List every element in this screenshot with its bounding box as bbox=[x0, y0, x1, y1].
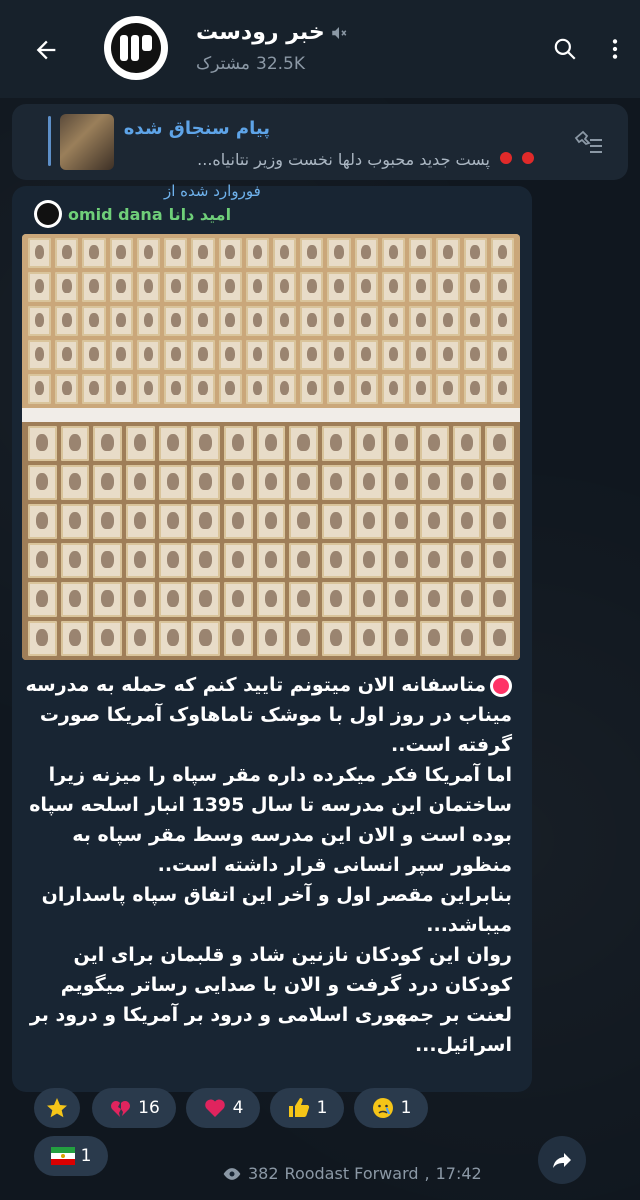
portrait-cell bbox=[55, 340, 78, 370]
reaction-count: 1 bbox=[80, 1146, 92, 1166]
portrait-cell bbox=[387, 426, 416, 461]
portrait-cell bbox=[191, 504, 220, 539]
reaction-heart[interactable] bbox=[186, 1088, 260, 1128]
portrait-cell bbox=[28, 426, 57, 461]
portrait-cell bbox=[464, 374, 487, 404]
portrait-cell bbox=[110, 340, 133, 370]
portrait-cell bbox=[191, 374, 214, 404]
arrow-left-icon bbox=[32, 36, 60, 64]
portrait-cell bbox=[191, 306, 214, 336]
portrait-cell bbox=[28, 374, 51, 404]
pin-indicator bbox=[48, 116, 51, 166]
forward-source-avatar bbox=[34, 200, 62, 228]
portrait-cell bbox=[28, 340, 51, 370]
portrait-cell bbox=[28, 272, 51, 302]
portrait-cell bbox=[300, 306, 323, 336]
photo-divider bbox=[22, 408, 520, 422]
portrait-cell bbox=[355, 238, 378, 268]
portrait-cell bbox=[322, 504, 351, 539]
portrait-cell bbox=[191, 621, 220, 656]
portrait-cell bbox=[420, 543, 449, 578]
portrait-cell bbox=[491, 340, 514, 370]
forward-source-name-fa: امید دانا bbox=[168, 204, 232, 224]
portrait-cell bbox=[28, 306, 51, 336]
more-menu-button[interactable] bbox=[590, 24, 640, 74]
subscriber-count bbox=[196, 54, 305, 74]
portrait-cell bbox=[300, 374, 323, 404]
portrait-cell bbox=[327, 238, 350, 268]
portrait-cell bbox=[191, 465, 220, 500]
portrait-cell bbox=[327, 374, 350, 404]
portrait-cell bbox=[485, 621, 514, 656]
portrait-cell bbox=[159, 504, 188, 539]
portrait-cell bbox=[93, 621, 122, 656]
message-time: 17:42 bbox=[435, 1164, 482, 1183]
portrait-cell bbox=[322, 582, 351, 617]
portrait-cell bbox=[322, 426, 351, 461]
portrait-cell bbox=[355, 582, 384, 617]
forward-source-name-en: omid dana bbox=[68, 204, 163, 224]
reaction-iran-flag[interactable] bbox=[34, 1136, 108, 1176]
pinned-text: پست جدید محبوب دلها نخست وزیر نتانیاه... bbox=[197, 150, 490, 169]
pinned-thumbnail bbox=[60, 114, 114, 170]
portrait-cell bbox=[491, 238, 514, 268]
message-text bbox=[22, 670, 512, 1060]
forwarded-label: فوروارد شده از bbox=[164, 182, 261, 200]
portrait-cell bbox=[61, 465, 90, 500]
portrait-cell bbox=[224, 543, 253, 578]
portrait-cell bbox=[159, 426, 188, 461]
portrait-cell bbox=[93, 582, 122, 617]
reaction-star[interactable] bbox=[34, 1088, 80, 1128]
red-circle-emoji-icon bbox=[490, 675, 512, 697]
portrait-cell bbox=[322, 621, 351, 656]
reaction-broken-heart[interactable] bbox=[92, 1088, 176, 1128]
red-circle-icon bbox=[500, 152, 512, 164]
portrait-cell bbox=[82, 374, 105, 404]
portrait-cell bbox=[355, 621, 384, 656]
portrait-cell bbox=[126, 543, 155, 578]
portrait-cell bbox=[61, 504, 90, 539]
portrait-cell bbox=[453, 504, 482, 539]
reaction-thumbs-up[interactable] bbox=[270, 1088, 344, 1128]
portrait-cell bbox=[28, 543, 57, 578]
portrait-cell bbox=[82, 340, 105, 370]
portrait-cell bbox=[159, 543, 188, 578]
portrait-cell bbox=[420, 504, 449, 539]
portrait-cell bbox=[273, 306, 296, 336]
portrait-cell bbox=[464, 272, 487, 302]
portrait-cell bbox=[387, 582, 416, 617]
iran-flag-icon bbox=[51, 1144, 75, 1168]
portrait-cell bbox=[191, 340, 214, 370]
reaction-count: 16 bbox=[138, 1098, 160, 1118]
portrait-cell bbox=[61, 426, 90, 461]
message-meta bbox=[222, 1164, 482, 1183]
portrait-cell bbox=[436, 306, 459, 336]
portrait-cell bbox=[55, 238, 78, 268]
portrait-cell bbox=[164, 306, 187, 336]
portrait-cell bbox=[219, 374, 242, 404]
portrait-cell bbox=[420, 465, 449, 500]
portrait-cell bbox=[382, 340, 405, 370]
message-photo[interactable] bbox=[22, 234, 520, 660]
portrait-cell bbox=[355, 543, 384, 578]
portrait-cell bbox=[93, 543, 122, 578]
portrait-cell bbox=[55, 272, 78, 302]
portrait-cell bbox=[322, 465, 351, 500]
pinned-message-bar[interactable] bbox=[12, 104, 628, 180]
portrait-cell bbox=[191, 582, 220, 617]
portrait-cell bbox=[159, 582, 188, 617]
portrait-cell bbox=[289, 621, 318, 656]
portrait-cell bbox=[453, 621, 482, 656]
portrait-cell bbox=[28, 465, 57, 500]
portrait-cell bbox=[300, 238, 323, 268]
portrait-cell bbox=[82, 238, 105, 268]
pinned-list-icon[interactable] bbox=[572, 130, 604, 156]
search-icon bbox=[552, 36, 578, 62]
portrait-cell bbox=[82, 272, 105, 302]
portrait-cell bbox=[159, 621, 188, 656]
channel-logo-icon bbox=[111, 23, 161, 73]
broken-heart-icon bbox=[108, 1096, 132, 1120]
portrait-cell bbox=[257, 543, 286, 578]
portrait-cell bbox=[219, 306, 242, 336]
portrait-cell bbox=[485, 465, 514, 500]
portrait-cell bbox=[224, 465, 253, 500]
portrait-cell bbox=[137, 238, 160, 268]
portrait-cell bbox=[327, 306, 350, 336]
portrait-cell bbox=[246, 238, 269, 268]
portrait-cell bbox=[257, 504, 286, 539]
portrait-cell bbox=[246, 374, 269, 404]
portrait-cell bbox=[224, 504, 253, 539]
portrait-cell bbox=[191, 238, 214, 268]
portrait-cell bbox=[28, 238, 51, 268]
portrait-cell bbox=[273, 374, 296, 404]
portrait-cell bbox=[453, 465, 482, 500]
portrait-cell bbox=[137, 272, 160, 302]
portrait-cell bbox=[61, 543, 90, 578]
meta-separator: , bbox=[424, 1164, 430, 1183]
portrait-cell bbox=[464, 306, 487, 336]
thumbs-up-icon bbox=[287, 1096, 311, 1120]
portrait-cell bbox=[436, 340, 459, 370]
portrait-cell bbox=[126, 426, 155, 461]
author-signature: Roodast Forward bbox=[284, 1164, 419, 1183]
portrait-cell bbox=[257, 465, 286, 500]
portrait-cell bbox=[355, 306, 378, 336]
subscribers-value: 32.5K bbox=[256, 54, 305, 74]
portrait-grid-top bbox=[28, 238, 514, 404]
heart-icon bbox=[203, 1096, 227, 1120]
portrait-cell bbox=[355, 426, 384, 461]
pinned-title: پیام سنجاق شده bbox=[123, 118, 270, 139]
portrait-cell bbox=[219, 238, 242, 268]
portrait-cell bbox=[191, 543, 220, 578]
portrait-cell bbox=[191, 272, 214, 302]
portrait-cell bbox=[355, 465, 384, 500]
portrait-cell bbox=[219, 272, 242, 302]
portrait-cell bbox=[409, 340, 432, 370]
portrait-cell bbox=[110, 374, 133, 404]
muted-icon bbox=[330, 24, 348, 42]
portrait-cell bbox=[93, 504, 122, 539]
portrait-cell bbox=[409, 306, 432, 336]
portrait-cell bbox=[300, 272, 323, 302]
red-dots-emoji bbox=[500, 152, 534, 164]
chat-header bbox=[0, 0, 640, 98]
portrait-cell bbox=[289, 426, 318, 461]
portrait-cell bbox=[126, 582, 155, 617]
portrait-cell bbox=[219, 340, 242, 370]
kebab-menu-icon bbox=[602, 36, 628, 62]
portrait-cell bbox=[289, 504, 318, 539]
portrait-cell bbox=[327, 340, 350, 370]
portrait-cell bbox=[191, 426, 220, 461]
portrait-cell bbox=[137, 306, 160, 336]
portrait-cell bbox=[491, 374, 514, 404]
portrait-cell bbox=[436, 374, 459, 404]
portrait-cell bbox=[387, 621, 416, 656]
portrait-cell bbox=[436, 272, 459, 302]
portrait-cell bbox=[273, 272, 296, 302]
portrait-cell bbox=[164, 340, 187, 370]
portrait-cell bbox=[387, 504, 416, 539]
portrait-cell bbox=[409, 238, 432, 268]
portrait-cell bbox=[164, 238, 187, 268]
portrait-cell bbox=[82, 306, 105, 336]
portrait-cell bbox=[355, 374, 378, 404]
reaction-count: 1 bbox=[316, 1098, 328, 1118]
portrait-cell bbox=[464, 340, 487, 370]
portrait-cell bbox=[273, 238, 296, 268]
portrait-cell bbox=[110, 272, 133, 302]
portrait-cell bbox=[453, 543, 482, 578]
portrait-cell bbox=[355, 340, 378, 370]
channel-avatar[interactable] bbox=[104, 16, 168, 80]
crying-face-icon bbox=[371, 1096, 395, 1120]
portrait-cell bbox=[137, 340, 160, 370]
portrait-cell bbox=[420, 426, 449, 461]
portrait-cell bbox=[28, 621, 57, 656]
portrait-cell bbox=[28, 582, 57, 617]
message-bubble[interactable] bbox=[12, 182, 532, 1092]
portrait-cell bbox=[300, 340, 323, 370]
portrait-cell bbox=[257, 621, 286, 656]
portrait-cell bbox=[355, 504, 384, 539]
portrait-cell bbox=[382, 374, 405, 404]
portrait-cell bbox=[485, 504, 514, 539]
portrait-cell bbox=[485, 426, 514, 461]
portrait-cell bbox=[126, 621, 155, 656]
portrait-cell bbox=[387, 465, 416, 500]
message-body: متاسفانه الان میتونم تایید کنم که حمله به مدرسه میناب در روز اول با موشک تاماهاوک آمریکا صورت گرفته است.. اما آمریکا فکر میکرده داره مقر سپاه را میزنه زیرا ساختمان این مدرسه تا سال 1395 انبار اسلحه سپاه بوده است و الان این مدرسه وسط مقر سپاه به منظور سپر انسانی قرار داشته است.. بنابراین مقصر اول و آخر این اتفاق سپاه پاسداران میباشد... روان این کودکان نازنین شاد و قلبمان برای این کودکان درد گرفت و الان با صدایی رساتر میگویم لعنت بر جمهوری اسلامی و درود بر آمریکا و درود بر اسرائیل... bbox=[25, 674, 512, 1056]
portrait-cell bbox=[159, 465, 188, 500]
portrait-cell bbox=[485, 582, 514, 617]
share-button[interactable] bbox=[538, 1136, 586, 1184]
portrait-cell bbox=[382, 272, 405, 302]
portrait-cell bbox=[491, 272, 514, 302]
views-count: 382 bbox=[248, 1164, 279, 1183]
portrait-cell bbox=[224, 426, 253, 461]
red-circle-icon bbox=[522, 152, 534, 164]
portrait-cell bbox=[289, 582, 318, 617]
portrait-cell bbox=[420, 621, 449, 656]
reaction-count: 1 bbox=[400, 1098, 412, 1118]
portrait-cell bbox=[420, 582, 449, 617]
portrait-cell bbox=[491, 306, 514, 336]
search-button[interactable] bbox=[540, 24, 590, 74]
portrait-cell bbox=[382, 306, 405, 336]
portrait-cell bbox=[110, 306, 133, 336]
portrait-cell bbox=[246, 272, 269, 302]
portrait-cell bbox=[409, 374, 432, 404]
portrait-cell bbox=[246, 306, 269, 336]
portrait-cell bbox=[273, 340, 296, 370]
portrait-cell bbox=[485, 543, 514, 578]
portrait-cell bbox=[137, 374, 160, 404]
back-button[interactable] bbox=[26, 30, 66, 70]
portrait-cell bbox=[436, 238, 459, 268]
portrait-cell bbox=[327, 272, 350, 302]
portrait-cell bbox=[224, 621, 253, 656]
portrait-cell bbox=[224, 582, 253, 617]
portrait-cell bbox=[464, 238, 487, 268]
portrait-cell bbox=[257, 426, 286, 461]
portrait-cell bbox=[382, 238, 405, 268]
reaction-crying-face[interactable] bbox=[354, 1088, 428, 1128]
portrait-cell bbox=[387, 543, 416, 578]
portrait-cell bbox=[246, 340, 269, 370]
portrait-cell bbox=[28, 504, 57, 539]
portrait-cell bbox=[453, 582, 482, 617]
portrait-grid-bottom bbox=[28, 426, 514, 656]
portrait-cell bbox=[61, 621, 90, 656]
forwarded-from[interactable] bbox=[34, 200, 231, 228]
portrait-cell bbox=[289, 543, 318, 578]
portrait-cell bbox=[110, 238, 133, 268]
portrait-cell bbox=[322, 543, 351, 578]
portrait-cell bbox=[61, 582, 90, 617]
subscribers-label: مشترک bbox=[196, 54, 250, 74]
portrait-cell bbox=[164, 374, 187, 404]
star-icon bbox=[45, 1096, 69, 1120]
portrait-cell bbox=[93, 426, 122, 461]
portrait-cell bbox=[93, 465, 122, 500]
portrait-cell bbox=[164, 272, 187, 302]
portrait-cell bbox=[55, 374, 78, 404]
portrait-cell bbox=[409, 272, 432, 302]
portrait-cell bbox=[257, 582, 286, 617]
portrait-cell bbox=[289, 465, 318, 500]
reaction-count: 4 bbox=[232, 1098, 244, 1118]
views-eye-icon bbox=[222, 1167, 242, 1181]
portrait-cell bbox=[355, 272, 378, 302]
channel-title[interactable]: خبر رودست bbox=[196, 20, 325, 45]
share-arrow-icon bbox=[550, 1148, 574, 1172]
portrait-cell bbox=[55, 306, 78, 336]
portrait-cell bbox=[453, 426, 482, 461]
portrait-cell bbox=[126, 465, 155, 500]
portrait-cell bbox=[126, 504, 155, 539]
